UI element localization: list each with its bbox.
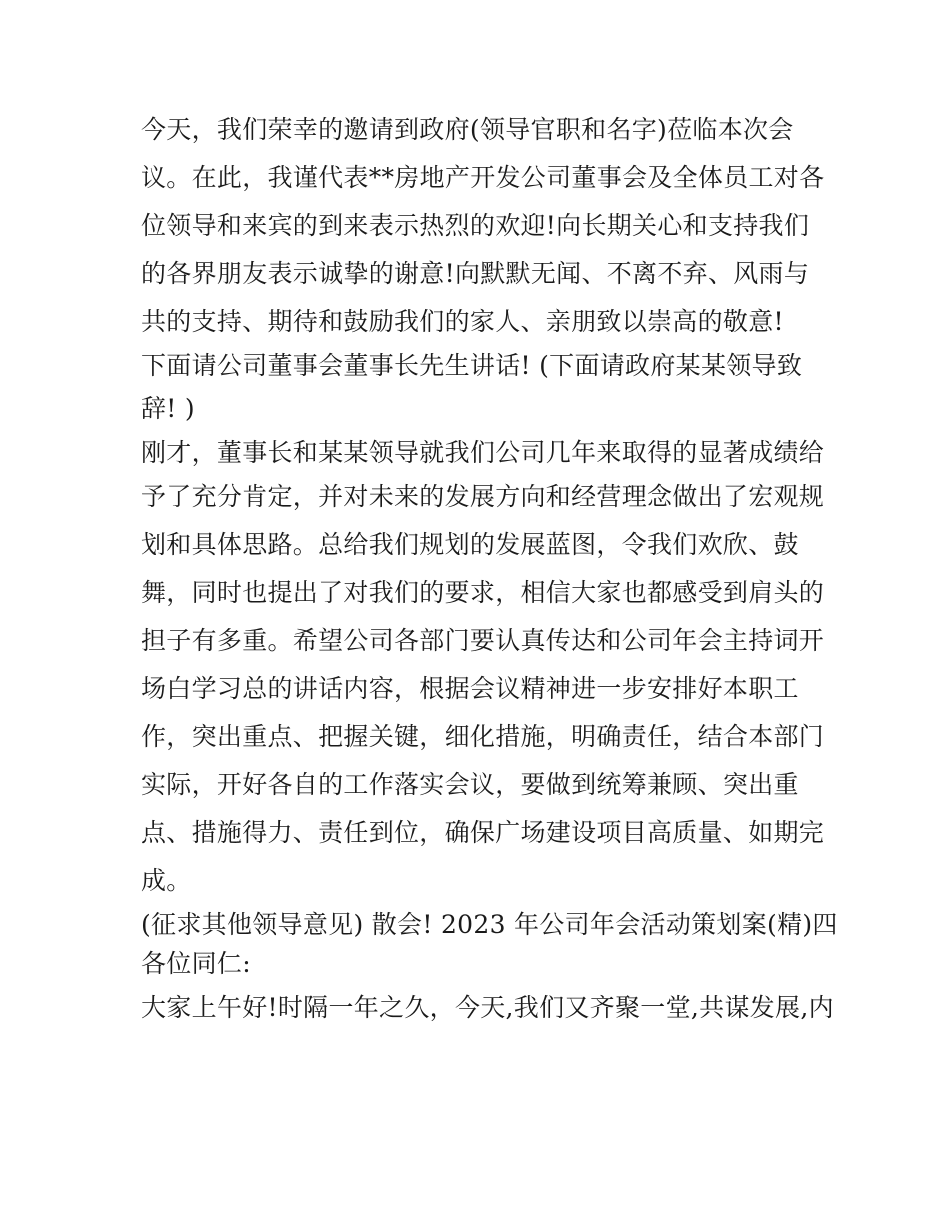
text-line: 今天，我们荣幸的邀请到政府(领导官职和名字)莅临本次会	[141, 115, 794, 144]
text-line: 场白学习总的讲话内容，根据会议精神进一步安排好本职工	[141, 674, 799, 703]
text-line: 点、措施得力、责任到位，确保广场建设项目高质量、如期完	[141, 818, 825, 847]
text-line: 作，突出重点、把握关键，细化措施，明确责任，结合本部门	[141, 722, 825, 751]
text-line: 舞，同时也提出了对我们的要求，相信大家也都感受到肩头的	[141, 578, 825, 607]
text-line: 予了充分肯定，并对未来的发展方向和经营理念做出了宏观规	[141, 482, 825, 511]
text-line: (征求其他领导意见) 散会! 2023 年公司年会活动策划案(精)四	[141, 910, 838, 939]
text-line: 成。	[141, 866, 192, 895]
text-line: 下面请公司董事会董事长先生讲话! (下面请政府某某领导致	[141, 351, 803, 380]
text-line: 辞! )	[141, 394, 195, 423]
text-line: 的各界朋友表示诚挚的谢意!向默默无闻、不离不弃、风雨与	[141, 259, 810, 288]
text-line: 大家上午好!时隔一年之久，今天,我们又齐聚一堂,共谋发展,内	[141, 993, 834, 1022]
text-line: 担子有多重。希望公司各部门要认真传达和公司年会主持词开	[141, 626, 825, 655]
text-line: 共的支持、期待和鼓励我们的家人、亲朋致以崇高的敬意!	[141, 307, 784, 336]
text-line: 刚才，董事长和某某领导就我们公司几年来取得的显著成绩给	[141, 438, 825, 467]
text-line: 议。在此，我谨代表**房地产开发公司董事会及全体员工对各	[141, 163, 825, 192]
text-line: 各位同仁:	[141, 949, 251, 978]
text-line: 实际，开好各自的工作落实会议，要做到统筹兼顾、突出重	[141, 770, 799, 799]
text-line: 划和具体思路。总给我们规划的发展蓝图，令我们欢欣、鼓	[141, 530, 799, 559]
text-line: 位领导和来宾的到来表示热烈的欢迎!向长期关心和支持我们	[141, 211, 810, 240]
document-body	[141, 106, 838, 1032]
